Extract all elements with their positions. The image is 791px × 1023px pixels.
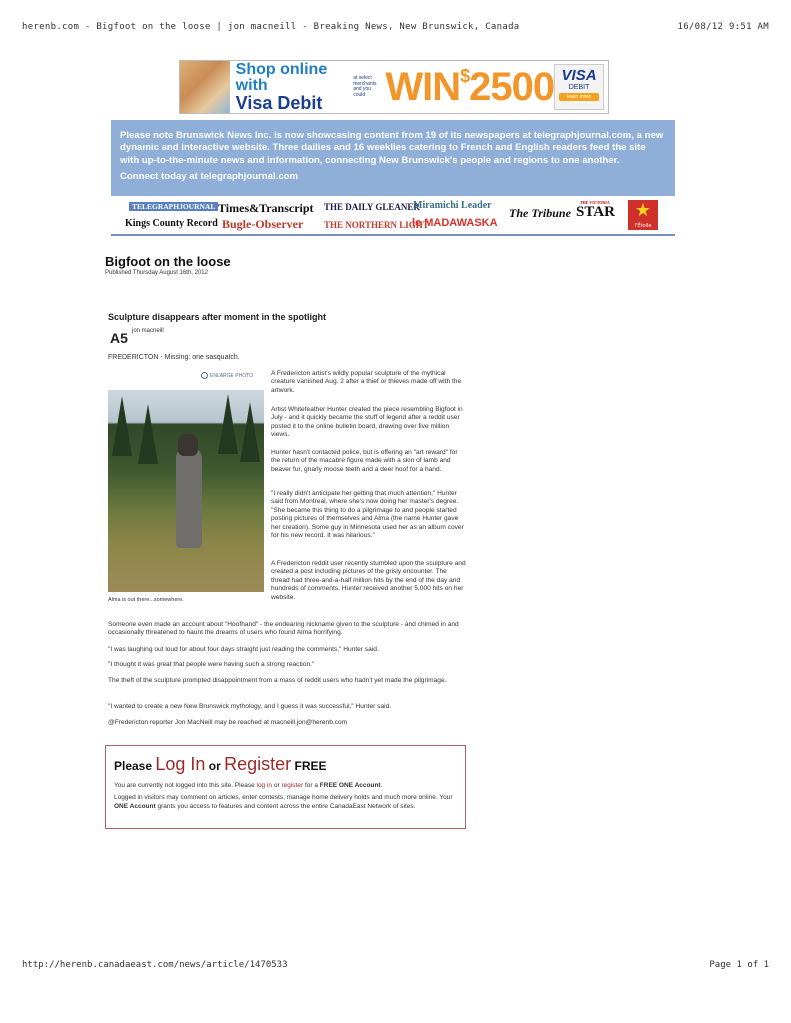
article-paragraph: "I was laughing out loud for about four days straight just reading the comments," Hunter said. (108, 646, 379, 653)
login-benefits-text: Logged in visitors may comment on articles, enter contests, manage home delivery holds and much more online. Your (114, 794, 453, 802)
victoria-label: THE VICTORIA (580, 200, 610, 205)
photo-tree (138, 404, 158, 464)
notice-text: Please note Brunswick News Inc. is now showcasing content from 19 of its newspapers at telegraphjournal.com, a new dynamic and interactive website. Three dailies and 16 weeklies catering to French and English readers feed the site with up-to-the-minute news and information, connecting New Brunswick's people and regions to one another. (120, 130, 664, 166)
login-prompt (105, 745, 466, 829)
page-title: Bigfoot on the loose (105, 254, 231, 269)
article-paragraph: A Fredericton artist's wildly popular sculpture of the mythical creature vanished Aug. 2 after a thief or thieves made off with the artwork. (271, 370, 462, 394)
print-header (22, 22, 769, 32)
print-footer-url: http://herenb.canadaeast.com/news/article/1470533 (22, 960, 288, 970)
photo-caption: Alma is out there...somewhere. (108, 597, 184, 603)
victoria-star-logo[interactable] (576, 200, 615, 221)
kings-county-record-logo[interactable]: Kings County Record (125, 218, 218, 229)
free-label: FREE (294, 759, 327, 773)
login-notice-text: You are currently not logged into this site. Please (114, 782, 255, 789)
enlarge-photo-link[interactable] (201, 372, 253, 379)
one-account-label: ONE Account (114, 802, 156, 810)
visa-brand: VISA (561, 67, 597, 84)
ad-win (385, 67, 554, 107)
register-link[interactable]: Register (224, 754, 292, 774)
notice-connect-link[interactable]: Connect today at telegraphjournal.com (120, 171, 299, 183)
published-date: Published Thursday August 16th, 2012 (105, 270, 208, 276)
magnifier-icon (201, 372, 208, 379)
enlarge-photo-label: ENLARGE PHOTO (210, 372, 253, 379)
section-label: A5 (110, 330, 128, 346)
or-label: or (208, 759, 221, 773)
visa-debit-label: DEBIT (568, 84, 590, 91)
article-paragraph: Artist Whitefeather Hunter created the piece resembling Bigfoot in July - and it quickly became the stuff of legend after a reddit user posted it to the online bulletin board, drawing over five million views. (271, 406, 463, 439)
visa-debit-ad[interactable] (179, 60, 609, 114)
article-paragraph: A Fredericton reddit user recently stumbled upon the sculpture and created a post including pictures of the grisly encounter. The thread had three-and-a-half million hits by the end of the day and hundreds of comments. Hunter received another 5,000 hits on her website. (271, 560, 466, 601)
print-header-title: herenb.com - Bigfoot on the loose | jon macneill - Breaking News, New Brunswick, Canada (22, 22, 520, 32)
photo-tree (218, 394, 238, 454)
page-number: Page 1 of 1 (709, 960, 769, 970)
newspaper-logos (111, 197, 675, 236)
ad-fine-print: at select merchants and you could (353, 75, 377, 98)
article-paragraph: Hunter hasn't contacted police, but is offering an "art reward" for the return of the macabre figure made with a skin of lamb and beaver fur, gnarly moose teeth and a deer hoof for a hand. (271, 449, 458, 473)
etoile-logo[interactable] (628, 200, 658, 230)
photo-tree (112, 396, 132, 456)
ad-win-word: WIN (385, 65, 461, 109)
reporter-contact: @Fredericton reporter Jon MacNeill may be reached at macneill.jon@herenb.com (108, 719, 348, 726)
article-paragraph: The theft of the sculpture prompted disappointment from a mass of reddit users who hadn't yet made the pilgrimage. (108, 677, 447, 684)
one-account-label: FREE ONE Account (319, 782, 381, 789)
login-heading (114, 752, 457, 778)
login-inline-link[interactable]: log in (256, 782, 273, 789)
article-photo[interactable] (108, 390, 264, 592)
login-link[interactable]: Log In (155, 754, 206, 774)
network-notice (111, 120, 675, 196)
ad-dollar: $ (460, 66, 470, 86)
dateline: FREDERICTON - Missing: one sasquatch. (108, 354, 240, 361)
print-footer (22, 960, 769, 970)
photo-tree (240, 402, 260, 462)
login-notice: You are currently not logged into this site. Please log in or register for a FREE ONE Account. (114, 782, 383, 789)
login-notice-or: or (273, 782, 280, 789)
etoile-label: l'Étoile (634, 223, 652, 229)
miramichi-leader-logo[interactable]: Miramichi Leader (413, 200, 492, 211)
login-benefits (114, 794, 457, 811)
northern-light-logo[interactable]: THE NORTHERN LIGHT (324, 220, 429, 230)
ad-photo (180, 61, 230, 113)
article-paragraph: "I thought it was great that people were having such a strong reaction." (108, 661, 315, 668)
star-icon: ★ (634, 200, 652, 221)
learn-more-button[interactable]: learn more (559, 93, 599, 101)
bugle-observer-logo[interactable]: Bugle-Observer (222, 217, 304, 231)
ad-amount: 2500 (469, 65, 555, 109)
article-paragraph: "I wanted to create a new New Brunswick mythology, and I guess it was successful," Hunter said. (108, 703, 392, 710)
star-label: STAR (576, 204, 615, 220)
madawaska-logo[interactable]: le MADAWASKA (412, 217, 498, 229)
article-paragraph: "I really didn't anticipate her getting that much attention," Hunter said from Montreal, where she's now doing her master's degree. "She became this thing to do a pilgrimage to and people started posting pictures of themselves and Alma (the name Hunter gave her creation). Some guy in Minnesota used her as an album cover for his new record. It was hilarious." (271, 490, 464, 540)
sculpture-head (178, 434, 198, 456)
please-label: Please (114, 759, 153, 773)
ad-line1: Shop online with (235, 61, 328, 94)
login-benefits-text: grants you access to features and content across the entire CanadaEast Network of sites. (157, 802, 416, 810)
ad-line2: Visa Debit (235, 93, 323, 113)
article-paragraph: Someone even made an account about "Hoofhand" - the endearing nickname given to the sculpture - and chimed in and occasionally threatened to haunt the dreams of users who found Alma horrifying. (108, 621, 459, 637)
visa-card-logo (554, 64, 604, 110)
times-transcript-logo[interactable]: Times&Transcript (218, 201, 314, 215)
sculpture-figure (176, 448, 202, 548)
register-inline-link[interactable]: register (281, 782, 304, 789)
print-header-datetime: 16/08/12 9:51 AM (677, 22, 769, 32)
login-notice-text: for a (304, 782, 318, 789)
telegraph-journal-logo[interactable]: TELEGRAPHJOURNAL (129, 202, 218, 211)
byline[interactable]: jon macneill (132, 328, 164, 334)
tribune-logo[interactable]: The Tribune (509, 206, 571, 220)
daily-gleaner-logo[interactable]: THE DAILY GLEANER (324, 202, 420, 212)
ad-shop-text (236, 62, 350, 112)
article-headline: Sculpture disappears after moment in the spotlight (108, 312, 327, 322)
